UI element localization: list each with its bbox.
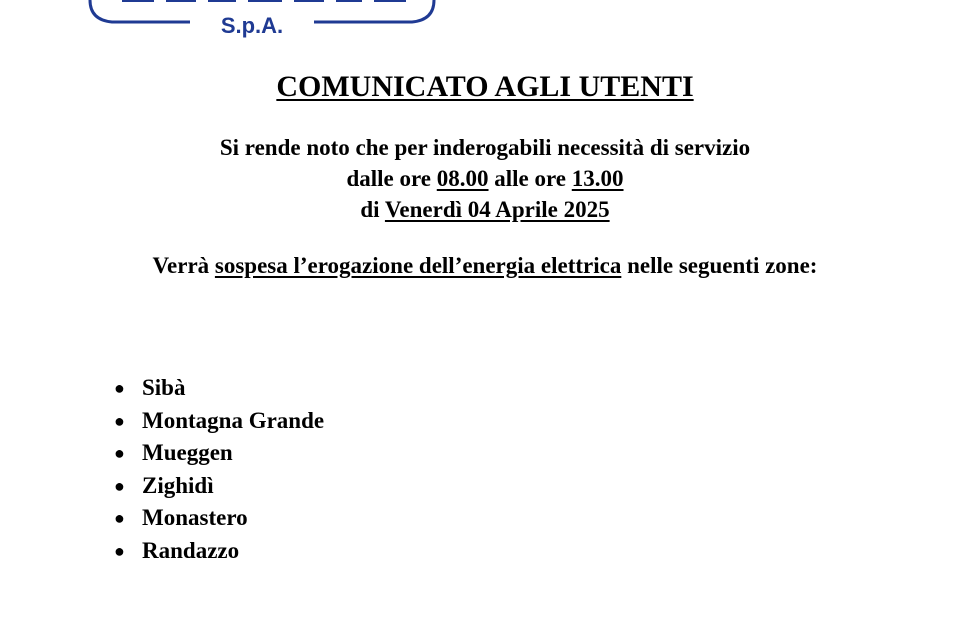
bullet-icon: ● (114, 475, 125, 496)
outage-statement (0, 250, 970, 281)
bullet-icon: ● (114, 443, 125, 464)
company-logo-mark (82, 0, 442, 46)
start-time: 08.00 (436, 166, 489, 191)
zone-item (112, 405, 324, 438)
bullet-icon: ● (114, 508, 125, 529)
company-logo (82, 0, 442, 46)
outage-date: Venerdì 04 Aprile 2025 (384, 197, 610, 222)
zone-name: Monastero (142, 505, 248, 531)
statement-suffix: nelle seguenti zone: (621, 253, 818, 278)
notice-block (0, 132, 970, 225)
zone-item (112, 502, 324, 535)
zone-name: Sibà (142, 375, 186, 400)
bullet-icon: ● (114, 540, 125, 561)
statement-prefix: Verrà (152, 253, 215, 278)
bullet-icon: ● (114, 410, 125, 431)
date-prefix: di (360, 197, 385, 222)
end-time: 13.00 (571, 166, 624, 191)
zone-item (112, 535, 324, 568)
zone-name: Zighidì (142, 472, 214, 498)
zone-name: Mueggen (142, 440, 233, 466)
zones-list (112, 372, 324, 568)
zone-name: Montagna Grande (142, 407, 325, 433)
logo-suffix: S.p.A. (220, 13, 284, 38)
page-title: COMUNICATO AGLI UTENTI (276, 70, 694, 103)
zone-item (112, 437, 324, 470)
statement-highlight: sospesa l’erogazione dell’energia elettrica (214, 253, 622, 278)
notice-line-2 (0, 163, 970, 194)
time-prefix: dalle ore (346, 166, 437, 191)
notice-line-1: Si rende noto che per inderogabili necessità di servizio (219, 135, 751, 160)
zone-item (112, 372, 324, 405)
zone-name: Randazzo (142, 537, 240, 563)
notice-line-3 (0, 194, 970, 225)
zone-item (112, 470, 324, 503)
bullet-icon: ● (114, 378, 125, 398)
time-middle: alle ore (488, 166, 572, 191)
